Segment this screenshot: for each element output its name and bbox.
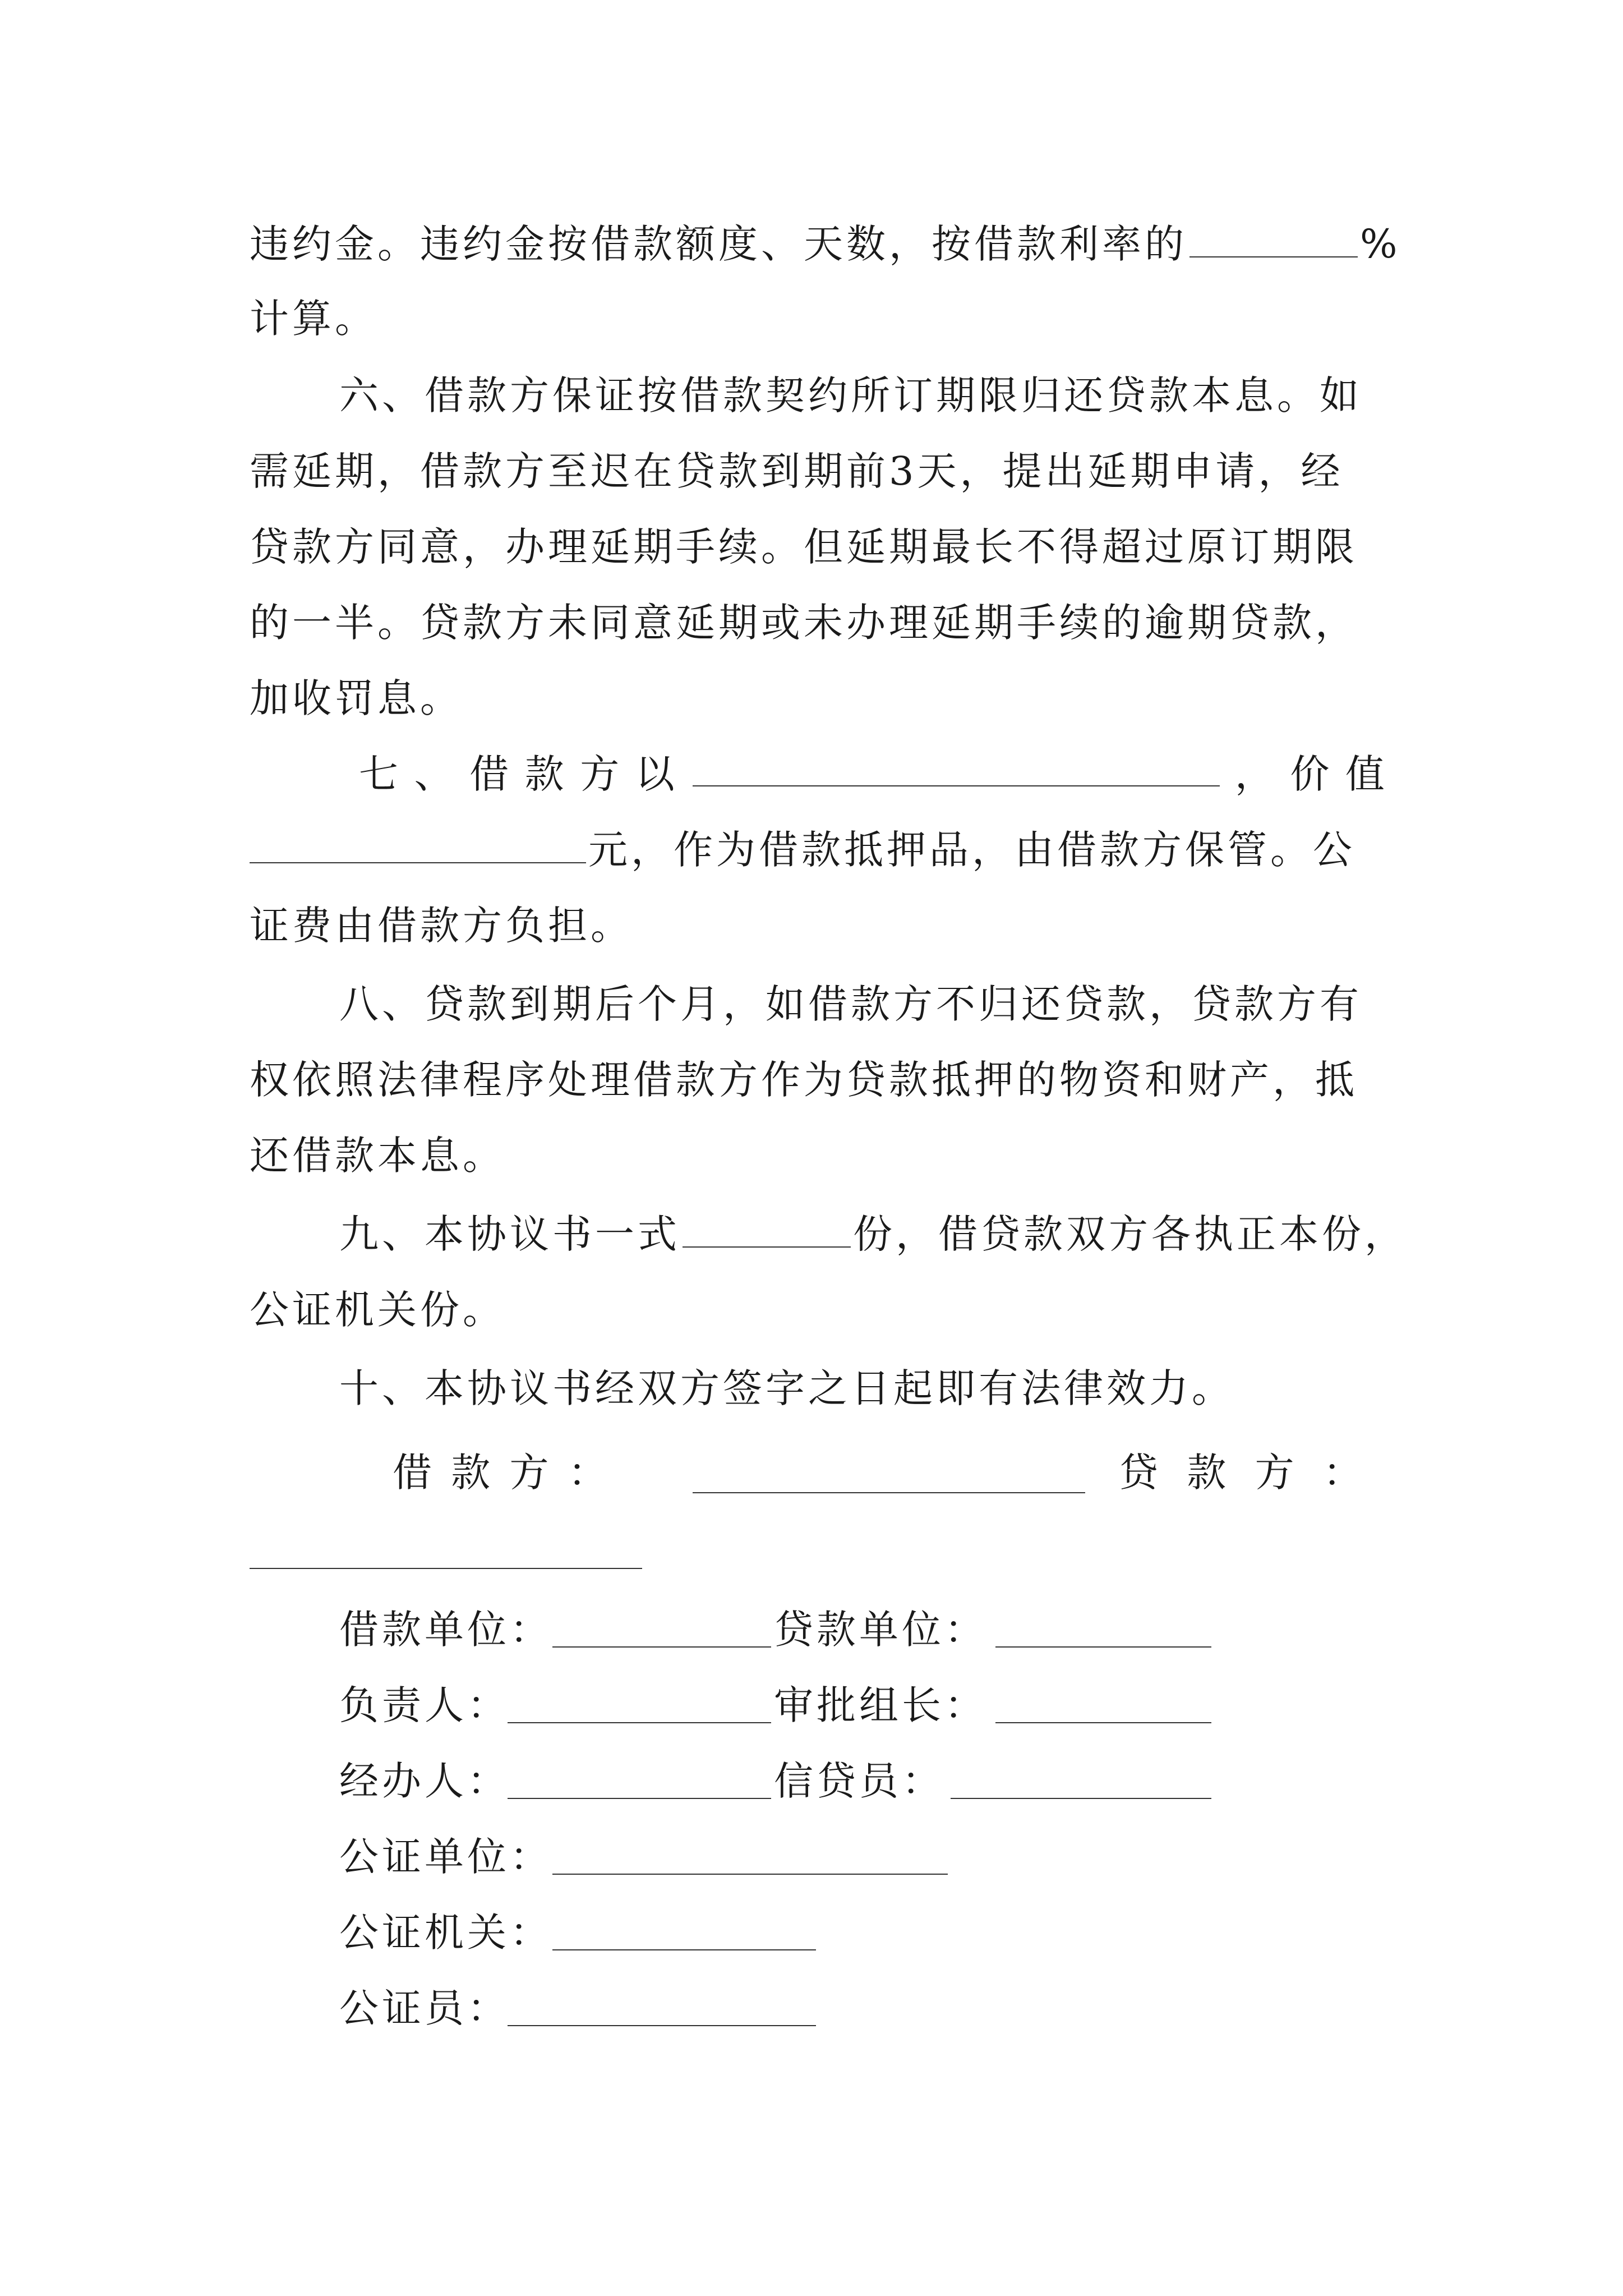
- notary-label: 公证员：: [339, 1985, 510, 2031]
- field-notary: [339, 1980, 1478, 2036]
- responsible-label: 负责人：: [339, 1682, 510, 1728]
- field-credit-officer: [774, 1753, 953, 1809]
- p6-line-1: 六、借款方保证按借款契约所订期限归还贷款本息。如: [339, 372, 1362, 418]
- p9-line-1: [339, 1206, 1407, 1262]
- sign-char: 款: [1187, 1450, 1230, 1496]
- rate-percent-blank[interactable]: [1189, 217, 1358, 257]
- sign-char: 方: [1255, 1450, 1298, 1496]
- p7-text-2: 元，作为借款抵押品，由借款方保管。公: [588, 827, 1355, 873]
- lender-unit-label: 贷款单位：: [774, 1607, 987, 1653]
- p7-char: 、: [414, 751, 457, 797]
- notary-unit-label: 公证单位：: [339, 1834, 552, 1880]
- p7-line-1: [359, 746, 1388, 802]
- p5-text-1: 违约金。违约金按借款额度、天数，按借款利率的: [250, 221, 1187, 267]
- p6-line-5: 加收罚息。: [250, 675, 463, 721]
- p8-line-1: 八、贷款到期后个月，如借款方不归还贷款，贷款方有: [339, 981, 1362, 1027]
- collateral-blank[interactable]: [693, 746, 1220, 786]
- field-lender-unit: [774, 1602, 998, 1658]
- copies-blank[interactable]: [683, 1207, 851, 1248]
- p7-char: 借: [469, 751, 513, 797]
- borrower-unit-blank[interactable]: [552, 1646, 771, 1648]
- p5-line-2: 计算。: [250, 296, 377, 342]
- credit-officer-blank[interactable]: [951, 1798, 1211, 1799]
- percent-sign: %: [1360, 221, 1401, 267]
- p7-line-3: 证费由借款方负担。: [250, 903, 633, 949]
- p7-line-2: [250, 822, 1388, 878]
- notary-office-label: 公证机关：: [339, 1910, 552, 1955]
- field-notary-office: [339, 1904, 1478, 1961]
- p7-char: ，: [1234, 751, 1278, 797]
- handler-blank[interactable]: [508, 1798, 771, 1799]
- p6-line-2: 需延期，借款方至迟在贷款到期前3天，提出延期申请，经: [250, 448, 1344, 494]
- p7-char: 方: [580, 751, 623, 797]
- handler-label: 经办人：: [339, 1758, 510, 1804]
- p5-line-1: [250, 216, 1401, 272]
- sign-char: ：: [1322, 1450, 1366, 1496]
- p7-char: 七: [359, 751, 402, 797]
- approval-leader-label: 审批组长：: [774, 1682, 987, 1728]
- p10-line-1: 十、本协议书经双方签字之日起即有法律效力。: [339, 1365, 1234, 1411]
- p9-text-a: 九、本协议书一式: [339, 1211, 680, 1257]
- p7-char: 值: [1345, 751, 1388, 797]
- approval-leader-blank[interactable]: [995, 1722, 1211, 1723]
- field-notary-unit: [339, 1829, 1478, 1885]
- p7-char: 款: [524, 751, 568, 797]
- notary-office-blank[interactable]: [552, 1949, 816, 1950]
- credit-officer-label: 信贷员：: [774, 1758, 944, 1804]
- notary-unit-blank[interactable]: [552, 1874, 948, 1875]
- sign-char: 方: [509, 1450, 552, 1496]
- responsible-blank[interactable]: [508, 1722, 771, 1723]
- p7-char: 以: [635, 751, 678, 797]
- sign-char: 借: [393, 1450, 435, 1496]
- notary-blank[interactable]: [508, 2025, 816, 2026]
- lender-signature-blank[interactable]: [250, 1568, 642, 1569]
- p9-text-b: 份，借贷款双方各执正本份，: [853, 1211, 1407, 1257]
- lender-unit-blank[interactable]: [995, 1646, 1211, 1648]
- borrower-label: [393, 1444, 673, 1501]
- lender-label: [1119, 1444, 1366, 1501]
- sign-char: ：: [568, 1450, 611, 1496]
- sign-char: 贷: [1119, 1450, 1161, 1496]
- p8-line-2: 权依照法律程序处理借款方作为贷款抵押的物资和财产，抵: [250, 1057, 1358, 1103]
- field-approval-leader: [774, 1677, 998, 1733]
- p8-line-3: 还借款本息。: [250, 1133, 505, 1179]
- p6-line-4: 的一半。贷款方未同意延期或未办理延期手续的逾期贷款，: [250, 600, 1358, 646]
- p9-line-2: 公证机关份。: [250, 1287, 505, 1333]
- p6-line-3: 贷款方同意，办理延期手续。但延期最长不得超过原订期限: [250, 524, 1358, 570]
- collateral-value-blank[interactable]: [250, 823, 586, 863]
- sign-char: 款: [451, 1450, 494, 1496]
- borrower-unit-label: 借款单位：: [339, 1607, 552, 1653]
- borrower-signature-blank[interactable]: [693, 1492, 1085, 1493]
- p7-char: 价: [1290, 751, 1333, 797]
